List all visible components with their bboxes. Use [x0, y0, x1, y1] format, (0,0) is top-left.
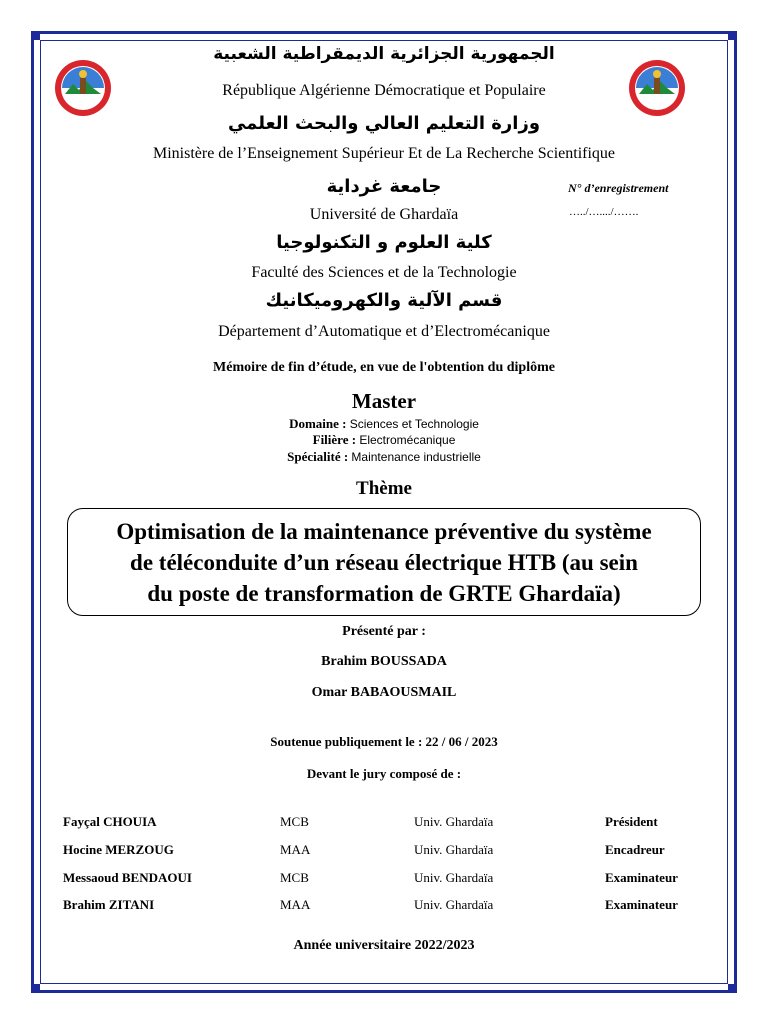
jury-row: [0, 870, 768, 888]
corner-ornament-bl: [32, 984, 40, 992]
registration-number: …../…..../…….: [569, 206, 639, 218]
domain-line: [0, 416, 768, 432]
arabic-ministry-title: وزارة التعليم العالي والبحث العلمي: [227, 113, 541, 134]
jury-member-institution: Univ. Ghardaïa: [414, 897, 494, 912]
specialite-line: [0, 449, 768, 465]
jury-member-grade: MAA: [280, 842, 311, 857]
jury-member-role: Examinateur: [605, 897, 678, 912]
memoire-statement: Mémoire de fin d’étude, en vue de l'obtention du diplôme: [213, 360, 555, 375]
jury-intro: Devant le jury composé de :: [306, 766, 462, 781]
arabic-university-name: جامعة غرداية: [326, 176, 442, 197]
filiere-label: Filière :: [312, 432, 357, 447]
jury-row: [0, 814, 768, 832]
arabic-faculty-name: كلية العلوم و التكنولوجيا: [276, 232, 492, 253]
jury-member-institution: Univ. Ghardaïa: [414, 842, 494, 857]
author-name: Brahim BOUSSADA: [321, 654, 447, 669]
jury-member-role: Examinateur: [605, 870, 678, 885]
specialite-value: Maintenance industrielle: [351, 450, 481, 464]
arabic-department-name: قسم الآلية والكهروميكانيك: [265, 290, 503, 311]
registration-label: N° d’enregistrement: [568, 181, 669, 195]
jury-row: [0, 897, 768, 915]
jury-row: [0, 842, 768, 860]
jury-member-grade: MCB: [280, 870, 309, 885]
corner-ornament-tl: [32, 32, 40, 40]
department-name: Département d’Automatique et d’Electromécanique: [218, 323, 550, 340]
jury-member-name: Fayçal CHOUIA: [63, 814, 157, 829]
academic-year: Année universitaire 2022/2023: [293, 938, 475, 953]
thesis-title-line-3: du poste de transformation de GRTE Ghardaïa): [147, 581, 621, 606]
filiere-line: [0, 432, 768, 448]
defense-date: Soutenue publiquement le : 22 / 06 / 2023: [270, 734, 498, 749]
jury-member-name: Hocine MERZOUG: [63, 842, 174, 857]
jury-member-institution: Univ. Ghardaïa: [414, 814, 494, 829]
degree-title: Master: [351, 389, 417, 413]
arabic-republic-title: الجمهورية الجزائرية الديمقراطية الشعبية: [213, 44, 555, 64]
jury-member-role: Président: [605, 814, 658, 829]
ministry-title: Ministère de l’Enseignement Supérieur Et de La Recherche Scientifique: [152, 145, 616, 162]
faculty-name: Faculté des Sciences et de la Technologie: [251, 264, 517, 281]
theme-label: Thème: [356, 478, 412, 499]
jury-member-institution: Univ. Ghardaïa: [414, 870, 494, 885]
presented-by-label: Présenté par :: [342, 624, 426, 639]
corner-ornament-tr: [728, 32, 736, 40]
corner-ornament-br: [728, 984, 736, 992]
domain-value: Sciences et Technologie: [349, 417, 479, 431]
author-name: Omar BABAOUSMAIL: [311, 685, 457, 700]
jury-member-name: Brahim ZITANI: [63, 897, 155, 912]
jury-member-grade: MAA: [280, 897, 311, 912]
filiere-value: Electromécanique: [359, 433, 456, 447]
specialite-label: Spécialité :: [287, 449, 349, 464]
jury-member-role: Encadreur: [605, 842, 665, 857]
thesis-title-line-1: Optimisation de la maintenance préventive du système: [116, 519, 652, 544]
jury-member-name: Messaoud BENDAOUI: [63, 870, 192, 885]
university-name: Université de Ghardaïa: [309, 206, 459, 223]
domain-label: Domaine :: [289, 416, 347, 431]
jury-member-grade: MCB: [280, 814, 309, 829]
republic-title: République Algérienne Démocratique et Populaire: [222, 82, 546, 99]
thesis-title-line-2: de téléconduite d’un réseau électrique HTB (au sein: [130, 550, 638, 575]
thesis-title-box: [67, 508, 701, 616]
